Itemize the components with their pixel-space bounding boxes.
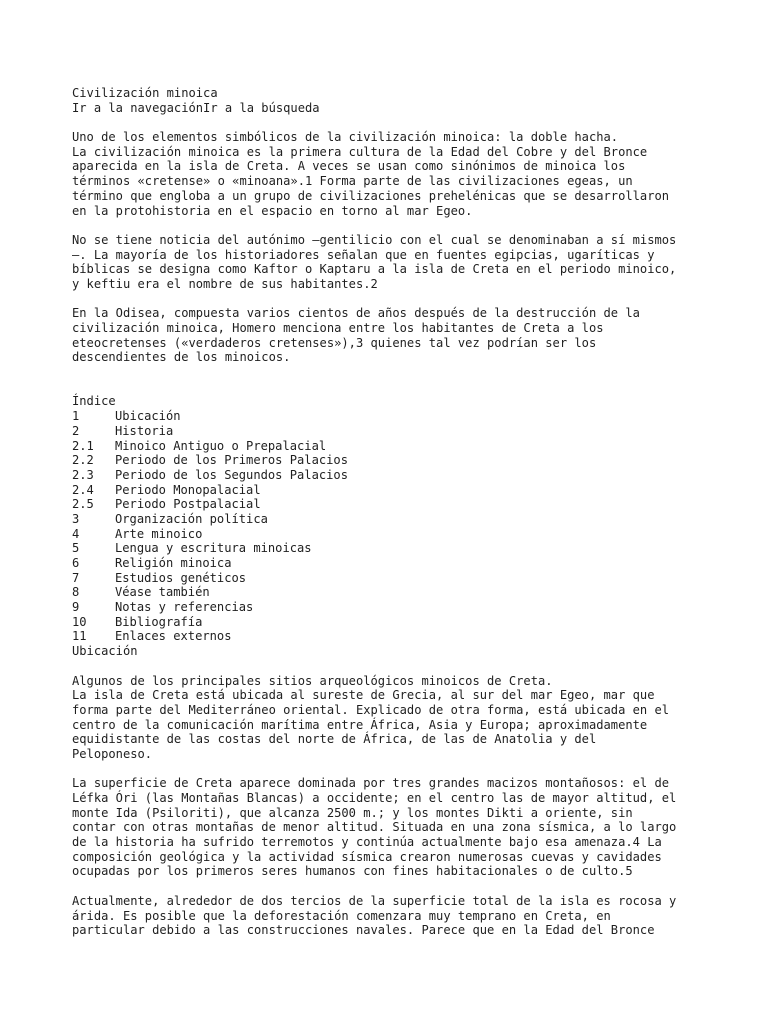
toc-number: 4 <box>72 526 80 541</box>
toc-label: Notas y referencias <box>115 600 254 615</box>
toc-label: Lengua y escritura minoicas <box>115 541 312 556</box>
text-line: civilización minoica, Homero menciona entre los habitantes de Creta a los <box>72 321 604 335</box>
mountains-paragraph <box>72 776 728 879</box>
toc-number: 6 <box>72 556 80 571</box>
location-paragraph <box>72 674 728 762</box>
toc-item <box>72 439 728 454</box>
section-heading-ubicacion: Ubicación <box>72 644 138 659</box>
text-line: composición geológica y la actividad sísmica crearon numerosas cuevas y cavidades <box>72 849 662 864</box>
toc-number: 11 <box>72 629 87 644</box>
text-line: Actualmente, alrededor de dos tercios de la superficie total de la isla es rocosa y <box>72 893 677 908</box>
text-line: bíblicas se designa como Kaftor o Kaptaru a la isla de Creta en el periodo minoico, <box>72 262 677 277</box>
toc-number: 2.3 <box>72 467 94 482</box>
text-line: descendientes de los minoicos. <box>72 350 291 365</box>
toc-number: 5 <box>72 541 80 556</box>
toc-item <box>72 512 728 527</box>
toc-number: 2.5 <box>72 497 94 512</box>
text-line: No se tiene noticia del autónimo —gentilicio con el cual se denominaban a sí mismos <box>72 232 677 247</box>
text-line: eteocretenses («verdaderos cretenses»),3 quienes tal vez podrían ser los <box>72 335 597 350</box>
spacer <box>72 762 728 777</box>
toc-number: 2.2 <box>72 453 94 468</box>
toc-item <box>72 585 728 600</box>
text-line: monte Ida (Psiloriti), que alcanza 2500 m.; y los montes Dikti a oriente, sin <box>72 805 633 820</box>
toc-item <box>72 527 728 542</box>
spacer <box>72 292 728 307</box>
text-line: En la Odisea, compuesta varios cientos de años después de la destrucción de la <box>72 306 640 321</box>
text-line: ocupadas por los primeros seres humanos con fines habitacionales o de culto.5 <box>72 864 633 879</box>
toc-label: Periodo Monopalacial <box>115 482 261 497</box>
text-line: de la historia ha sufrido terremotos y continúa actualmente bajo esa amenaza.4 La <box>72 835 662 850</box>
spacer <box>72 115 728 130</box>
text-line: centro de la comunicación marítima entre África, Asia y Europa; aproximadamente <box>72 717 648 732</box>
spacer <box>72 659 728 674</box>
toc-label: Periodo Postpalacial <box>115 497 261 512</box>
text-line: y keftiu era el nombre de sus habitantes.2 <box>72 276 378 291</box>
skip-navigation-text: Ir a la navegaciónIr a la búsqueda <box>72 100 320 115</box>
text-line: contar con otras montañas de menor altitud. Situada en una zona sísmica, a lo largo <box>72 820 677 835</box>
toc-item <box>72 541 728 556</box>
toc-label: Bibliografía <box>115 614 203 629</box>
text-line: Peloponeso. <box>72 746 153 761</box>
toc-number: 1 <box>72 409 80 424</box>
toc-label: Religión minoica <box>115 556 232 571</box>
toc-number: 3 <box>72 511 80 526</box>
spacer <box>72 879 728 894</box>
page-title: Civilización minoica <box>72 86 218 100</box>
text-line: particular debido a las construcciones navales. Parece que en la Edad del Bronce <box>72 923 655 938</box>
text-line: Léfka Óri (las Montañas Blancas) a occidente; en el centro las de mayor altitud, el <box>72 791 677 806</box>
toc-item <box>72 468 728 483</box>
toc-number: 10 <box>72 614 87 629</box>
toc-heading: Índice <box>72 394 116 409</box>
toc-number: 2.4 <box>72 482 94 497</box>
table-of-contents <box>72 394 728 644</box>
spacer <box>72 218 728 233</box>
text-line: La isla de Creta está ubicada al sureste de Grecia, al sur del mar Egeo, mar que <box>72 688 655 703</box>
toc-number: 2 <box>72 423 80 438</box>
toc-item <box>72 483 728 498</box>
toc-number: 2.1 <box>72 438 94 453</box>
text-line: términos «cretense» o «minoana».1 Forma parte de las civilizaciones egeas, un <box>72 174 633 189</box>
intro-paragraph <box>72 130 728 218</box>
toc-item <box>72 571 728 586</box>
autonym-paragraph <box>72 233 728 292</box>
odyssey-paragraph <box>72 306 728 365</box>
text-line: La superficie de Creta aparece dominada por tres grandes macizos montañosos: el de <box>72 776 670 791</box>
toc-item <box>72 453 728 468</box>
toc-label: Organización política <box>115 511 268 526</box>
toc-label: Periodo de los Segundos Palacios <box>115 467 348 482</box>
toc-label: Periodo de los Primeros Palacios <box>115 453 348 468</box>
toc-item <box>72 556 728 571</box>
toc-number: 9 <box>72 600 80 615</box>
toc-label: Ubicación <box>115 409 181 424</box>
text-line: Algunos de los principales sitios arqueológicos minoicos de Creta. <box>72 673 553 688</box>
text-line: aparecida en la isla de Creta. A veces se usan como sinónimos de minoica los <box>72 159 626 174</box>
toc-label: Estudios genéticos <box>115 570 247 585</box>
toc-label: Minoico Antiguo o Prepalacial <box>115 438 327 453</box>
text-line: en la protohistoria en el espacio en torno al mar Egeo. <box>72 203 473 218</box>
toc-label: Véase también <box>115 585 210 600</box>
spacer <box>72 365 728 394</box>
terrain-paragraph <box>72 894 728 938</box>
toc-label: Historia <box>115 423 174 438</box>
text-line: forma parte del Mediterráneo oriental. Explicado de otra forma, está ubicada en el <box>72 702 670 717</box>
toc-item <box>72 409 728 424</box>
toc-number: 8 <box>72 585 80 600</box>
text-line: equidistante de las costas del norte de África, de las de Anatolia y del <box>72 732 597 747</box>
toc-item <box>72 615 728 630</box>
toc-label: Arte minoico <box>115 526 203 541</box>
toc-item <box>72 600 728 615</box>
toc-label: Enlaces externos <box>115 629 232 644</box>
toc-item <box>72 424 728 439</box>
text-line: La civilización minoica es la primera cultura de la Edad del Cobre y del Bronce <box>72 144 648 159</box>
toc-item <box>72 497 728 512</box>
text-line: término que engloba a un grupo de civilizaciones prehelénicas que se desarrollaron <box>72 188 670 203</box>
text-line: Uno de los elementos simbólicos de la civilización minoica: la doble hacha. <box>72 130 619 145</box>
toc-item <box>72 629 728 644</box>
text-line: árida. Es posible que la deforestación comenzara muy temprano en Creta, en <box>72 908 611 923</box>
text-line: —. La mayoría de los historiadores señalan que en fuentes egipcias, ugaríticas y <box>72 247 655 262</box>
toc-number: 7 <box>72 570 80 585</box>
